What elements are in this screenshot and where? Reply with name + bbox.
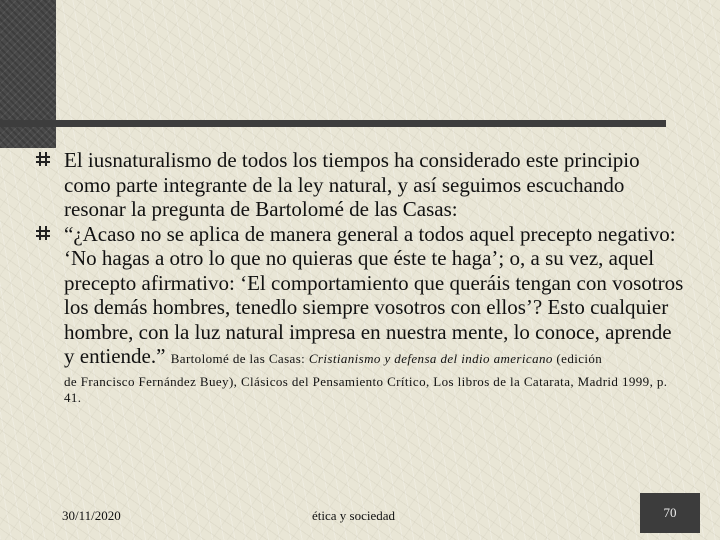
- citation-title: Cristianismo y defensa del indio americano: [308, 351, 553, 366]
- footer-date: 30/11/2020: [62, 508, 121, 523]
- header-rule: [0, 120, 666, 127]
- slide-body: [36, 148, 686, 406]
- hash-bullet-icon: [36, 152, 50, 166]
- footer-title: ética y sociedad: [312, 508, 396, 523]
- bullet-text-1: El iusnaturalismo de todos los tiempos ha considerado este principio como parte integrante de la ley natural, y así seguimos escuchando resonar la pregunta de Bartolomé de las Casas:: [64, 148, 640, 221]
- citation-continuation: de Francisco Fernández Buey), Clásicos del Pensamiento Crítico, Los libros de la Catarata, Madrid 1999, p. 41.: [64, 373, 668, 405]
- citation-edition: (edición: [552, 351, 603, 366]
- slide-number: 70: [640, 493, 700, 533]
- bullet-item-1: [36, 148, 686, 222]
- bullet-item-2: [36, 222, 686, 372]
- bullet-text-2: “¿Acaso no se aplica de manera general a todos aquel precepto negativo: ‘No hagas a otro lo que no quieras que éste te haga’; o, a su vez, aquel precepto afirmativo: ‘El comportamiento que queráis tengan con vosotros los demás hombres, tenedlo siempre vosotros con ellos’? Esto cualquier hombre, con la luz natural impresa en nuestra mente, lo conoce, aprende y entiende.”: [64, 221, 684, 368]
- citation-author: Bartolomé de las Casas:: [170, 351, 309, 366]
- citation-inline: [171, 351, 603, 366]
- hash-bullet-icon: [36, 226, 50, 240]
